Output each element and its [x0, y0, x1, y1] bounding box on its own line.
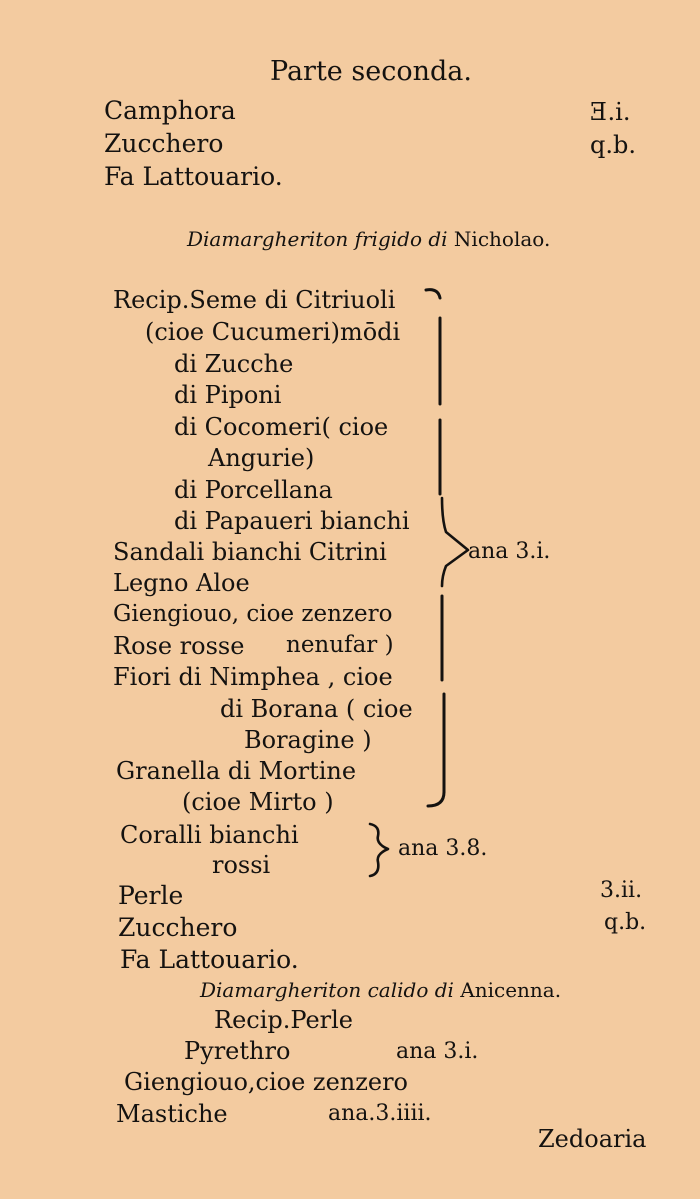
catchword: Zedoaria: [538, 1125, 647, 1153]
ingredient-line: (cioe Cucumeri)mōdi: [145, 318, 401, 346]
ingredient-line: di Borana ( cioe: [220, 695, 413, 723]
ingredient-line: Legno Aloe: [113, 569, 250, 597]
dose-camphora: Ǝ.i.: [590, 98, 631, 126]
ingredient-line: Recip.Perle: [214, 1006, 354, 1034]
ingredient-line: Boragine ): [244, 726, 372, 754]
ingredient-line: Granella di Mortine: [116, 757, 357, 785]
recipe-title: [200, 980, 561, 1000]
ingredient-line: Rose rosse: [113, 632, 245, 660]
ingredient-line: di Zucche: [174, 350, 294, 378]
ingredient-zucchero: Zucchero: [118, 913, 238, 942]
ingredient-line: nenufar ): [286, 632, 394, 658]
ingredient-line: Mastiche: [116, 1100, 228, 1128]
dose-line: ana 3.i.: [396, 1039, 479, 1064]
ingredient-line: Recip.Seme di Citriuoli: [113, 286, 396, 314]
ingredient-line: di Porcellana: [174, 476, 333, 504]
recipe-title: [187, 229, 550, 249]
coral-dose: ana 3.8.: [398, 836, 488, 861]
ingredient-line: Sandali bianchi Citrini: [113, 538, 387, 566]
ingredient-line: di Piponi: [174, 381, 282, 409]
recipe-title-main: Diamargheriton frigido di: [187, 227, 448, 251]
recipe-title-main: Diamargheriton calido di: [200, 978, 454, 1002]
ingredient-line: Giengiouo,cioe zenzero: [124, 1068, 409, 1096]
coral-brace: [366, 820, 394, 880]
ingredient-line: Angurie): [208, 444, 315, 472]
running-head: Parte seconda.: [270, 56, 472, 87]
ingredient-line: (cioe Mirto ): [182, 788, 334, 816]
ingredient-brace: [420, 284, 472, 816]
ingredient-zucchero: Zucchero: [104, 129, 224, 158]
ingredient-line: Giengiouo, cioe zenzero: [113, 601, 393, 627]
dose-perle: 3.ii.: [600, 878, 643, 903]
ingredient-line: Fiori di Nimphea , cioe: [113, 663, 393, 691]
ingredient-camphora: Camphora: [104, 96, 236, 125]
recipe-title-author: Nicholao.: [453, 227, 551, 251]
ingredient-line: di Cocomeri( cioe: [174, 413, 389, 441]
closing-instruction: Fa Lattouario.: [104, 162, 283, 191]
closing-instruction: Fa Lattouario.: [120, 945, 299, 974]
dose-zucchero: q.b.: [590, 131, 636, 159]
dose-zucchero: q.b.: [604, 910, 647, 935]
ingredient-line: Pyrethro: [184, 1037, 291, 1065]
ingredient-line: Coralli bianchi: [120, 821, 299, 849]
dose-line: ana.3.iiii.: [328, 1101, 432, 1126]
ingredient-line: di Papaueri bianchi: [174, 507, 410, 535]
ingredient-line: rossi: [212, 851, 271, 879]
ingredient-perle: Perle: [118, 881, 184, 910]
brace-dose: ana 3.i.: [468, 539, 551, 564]
recipe-title-author: Anicenna.: [460, 978, 562, 1002]
